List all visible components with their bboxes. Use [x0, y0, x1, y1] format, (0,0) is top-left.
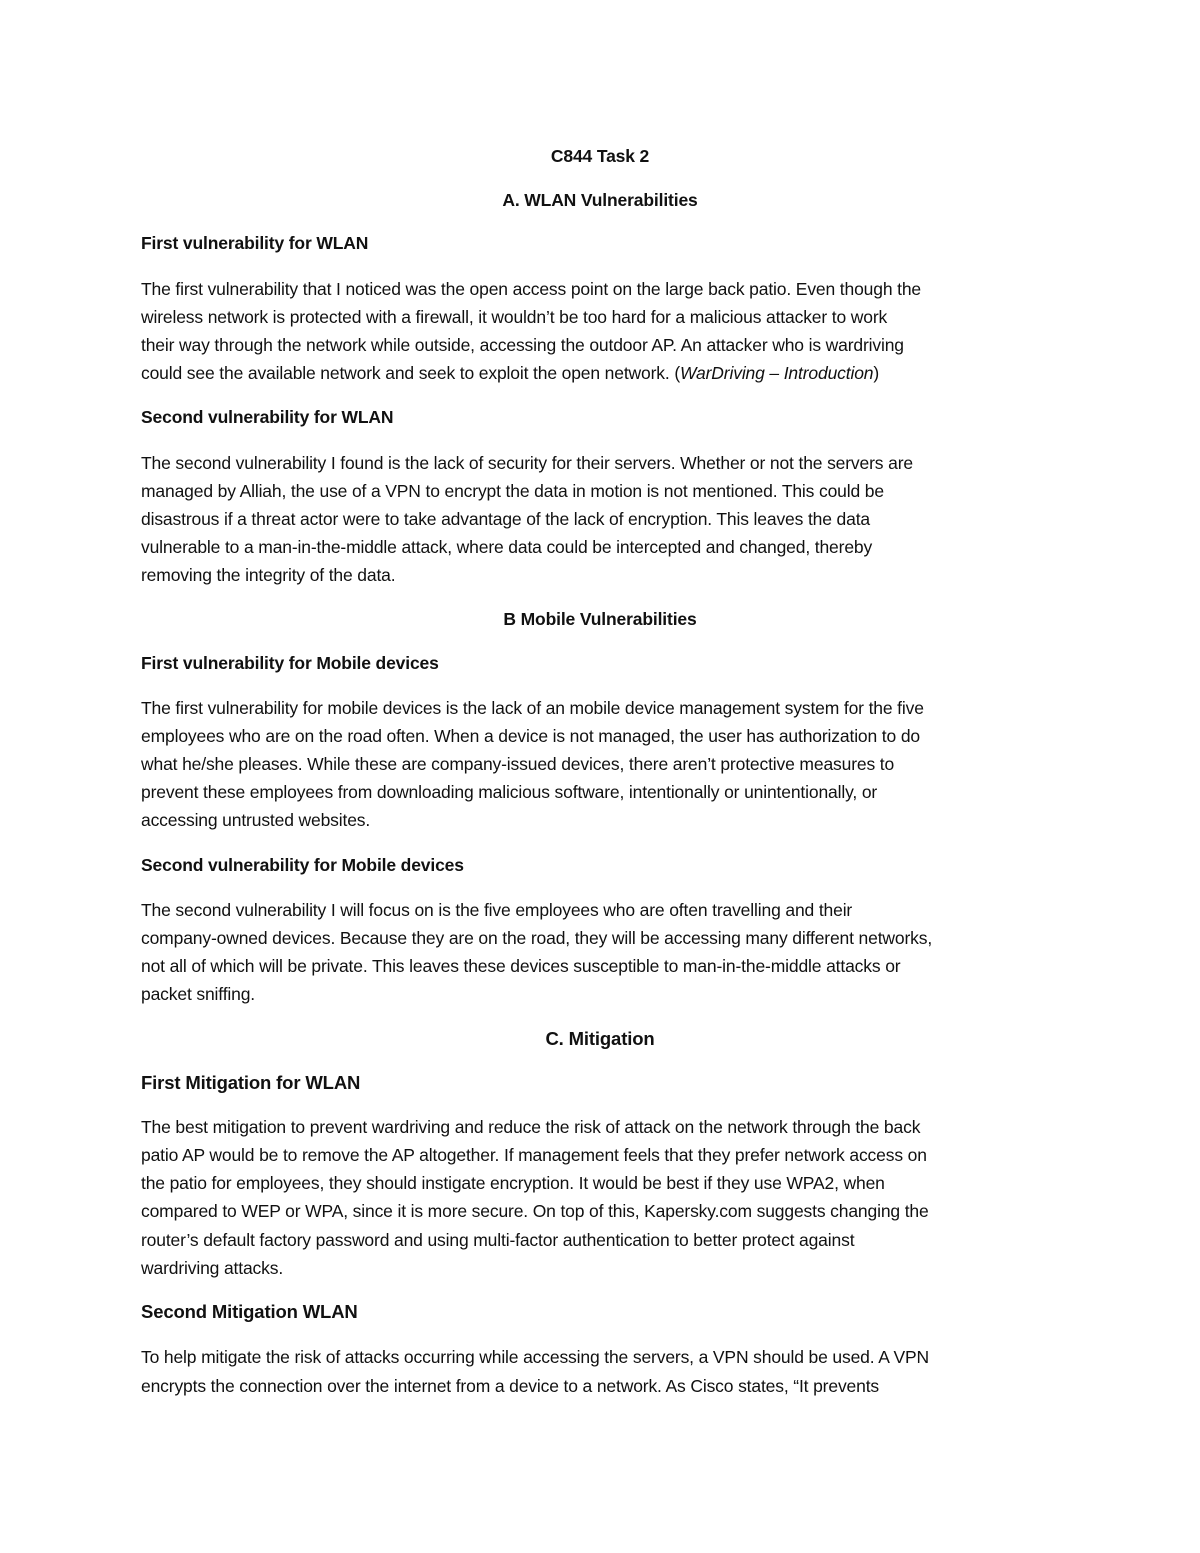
paragraph-line: To help mitigate the risk of attacks occurring while accessing the servers, a VPN should be used. A VPN [141, 1347, 930, 1367]
paragraph-line: compared to WEP or WPA, since it is more secure. On top of this, Kapersky.com suggests changing the [141, 1201, 929, 1221]
paragraph-line: their way through the network while outside, accessing the outdoor AP. An attacker who is wardriving [141, 335, 904, 355]
subheading-first-wlan-vulnerability: First vulnerability for WLAN [141, 233, 369, 253]
paragraph-line: packet sniffing. [141, 984, 256, 1004]
paragraph-text: ) [873, 363, 880, 383]
paragraph-line: The second vulnerability I found is the lack of security for their servers. Whether or not the servers are [141, 453, 913, 473]
subheading-first-mitigation: First Mitigation for WLAN [141, 1072, 361, 1093]
section-heading-b: B Mobile Vulnerabilities [503, 609, 697, 629]
paragraph-line: The best mitigation to prevent wardriving and reduce the risk of attack on the network through the back [141, 1117, 921, 1137]
paragraph-line: removing the integrity of the data. [141, 565, 396, 585]
subheading-second-wlan-vulnerability: Second vulnerability for WLAN [141, 407, 394, 427]
paragraph-line: managed by Alliah, the use of a VPN to encrypt the data in motion is not mentioned. This could be [141, 481, 884, 501]
paragraph-line: The first vulnerability for mobile devices is the lack of an mobile device management system for the five [141, 698, 924, 718]
paragraph-line: what he/she pleases. While these are company-issued devices, there aren’t protective measures to [141, 754, 895, 774]
section-heading-a: A. WLAN Vulnerabilities [502, 190, 698, 210]
paragraph-line: vulnerable to a man-in-the-middle attack, where data could be intercepted and changed, thereby [141, 537, 873, 557]
paragraph-line: disastrous if a threat actor were to take advantage of the lack of encryption. This leaves the data [141, 509, 871, 529]
paragraph-line: The second vulnerability I will focus on is the five employees who are often travelling and their [141, 900, 853, 920]
subheading-second-mitigation: Second Mitigation WLAN [141, 1301, 358, 1322]
paragraph-line: encrypts the connection over the internet from a device to a network. As Cisco states, “It prevents [141, 1376, 880, 1396]
paragraph-line: prevent these employees from downloading malicious software, intentionally or unintentionally, or [141, 782, 878, 802]
paragraph-line: wardriving attacks. [141, 1258, 284, 1278]
subheading-first-mobile-vulnerability: First vulnerability for Mobile devices [141, 653, 439, 673]
citation: WarDriving – Introduction [680, 363, 874, 383]
paragraph-line: router’s default factory password and using multi-factor authentication to better protect against [141, 1230, 855, 1250]
paragraph-line: patio AP would be to remove the AP altogether. If management feels that they prefer network access on [141, 1145, 927, 1165]
paragraph-line: wireless network is protected with a firewall, it wouldn’t be too hard for a malicious attacker to work [141, 307, 888, 327]
paragraph-line-with-citation [141, 359, 879, 387]
paragraph-line: the patio for employees, they should instigate encryption. It would be best if they use WPA2, when [141, 1173, 885, 1193]
document-title: C844 Task 2 [550, 146, 650, 166]
paragraph-line: company-owned devices. Because they are on the road, they will be accessing many different networks, [141, 928, 933, 948]
paragraph-line: employees who are on the road often. When a device is not managed, the user has authorization to do [141, 726, 920, 746]
section-heading-c: C. Mitigation [545, 1028, 655, 1049]
subheading-second-mobile-vulnerability: Second vulnerability for Mobile devices [141, 855, 464, 875]
paragraph-line: accessing untrusted websites. [141, 810, 371, 830]
paragraph-text: could see the available network and seek to exploit the open network. ( [141, 363, 680, 383]
paragraph-line: not all of which will be private. This leaves these devices susceptible to man-in-the-middle attacks or [141, 956, 901, 976]
paragraph-line: The first vulnerability that I noticed was the open access point on the large back patio. Even though the [141, 279, 922, 299]
